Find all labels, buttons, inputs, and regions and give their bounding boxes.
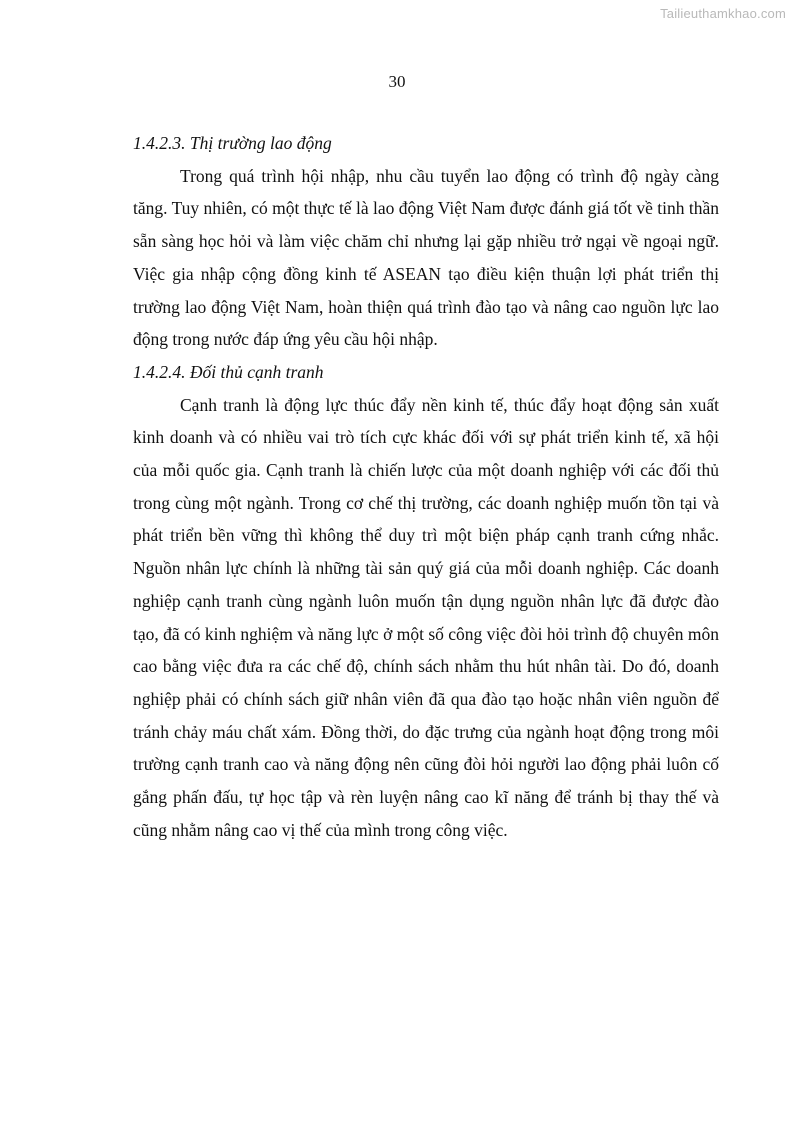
page-number: 30 bbox=[388, 72, 406, 91]
document-body bbox=[133, 127, 719, 846]
section-heading-competitors: 1.4.2.4. Đối thủ cạnh tranh bbox=[133, 361, 324, 382]
paragraph-competitors: Cạnh tranh là động lực thúc đẩy nền kinh tế, thúc đẩy hoạt động sản xuất kinh doanh và có nhiều vai trò tích cực khác đối với sự phát triển kinh tế, xã hội của mỗi quốc gia. Cạnh tranh là chiến lược của một doanh nghiệp với các đối thủ trong cùng một ngành. Trong cơ chế thị trường, các doanh nghiệp muốn tồn tại và phát triển bền vững thì không thể duy trì một biện pháp cạnh tranh cứng nhắc. Nguồn nhân lực chính là những tài sản quý giá của mỗi doanh nghiệp. Các doanh nghiệp cạnh tranh cùng ngành luôn muốn tận dụng nguồn nhân lực đã được đào tạo, đã có kinh nghiệm và năng lực ở một số công việc đòi hỏi trình độ chuyên môn cao bằng việc đưa ra các chế độ, chính sách nhằm thu hút nhân tài. Do đó, doanh nghiệp phải có chính sách giữ nhân viên đã qua đào tạo hoặc nhân viên nguồn để tránh chảy máu chất xám. Đồng thời, do đặc trưng của ngành hoạt động trong môi trường cạnh tranh cao và năng động nên cũng đòi hỏi người lao động phải luôn cố gắng phấn đấu, tự học tập và rèn luyện nâng cao kĩ năng để tránh bị thay thế và cũng nhằm nâng cao vị thế của mình trong công việc. bbox=[133, 394, 719, 840]
section-heading-labor-market: 1.4.2.3. Thị trường lao động bbox=[133, 133, 332, 153]
paragraph-labor-market: Trong quá trình hội nhập, nhu cầu tuyển lao động có trình độ ngày càng tăng. Tuy nhiên, có một thực tế là lao động Việt Nam được đánh giá tốt về tinh thần sẵn sàng học hỏi và làm việc chăm chỉ nhưng lại gặp nhiều trở ngại về ngoại ngữ. Việc gia nhập cộng đồng kinh tế ASEAN tạo điều kiện thuận lợi phát triển thị trường lao động Việt Nam, hoàn thiện quá trình đào tạo và nâng cao nguồn lực lao động trong nước đáp ứng yêu cầu hội nhập. bbox=[133, 165, 719, 350]
watermark: Tailieuthamkhao.com bbox=[660, 6, 786, 21]
